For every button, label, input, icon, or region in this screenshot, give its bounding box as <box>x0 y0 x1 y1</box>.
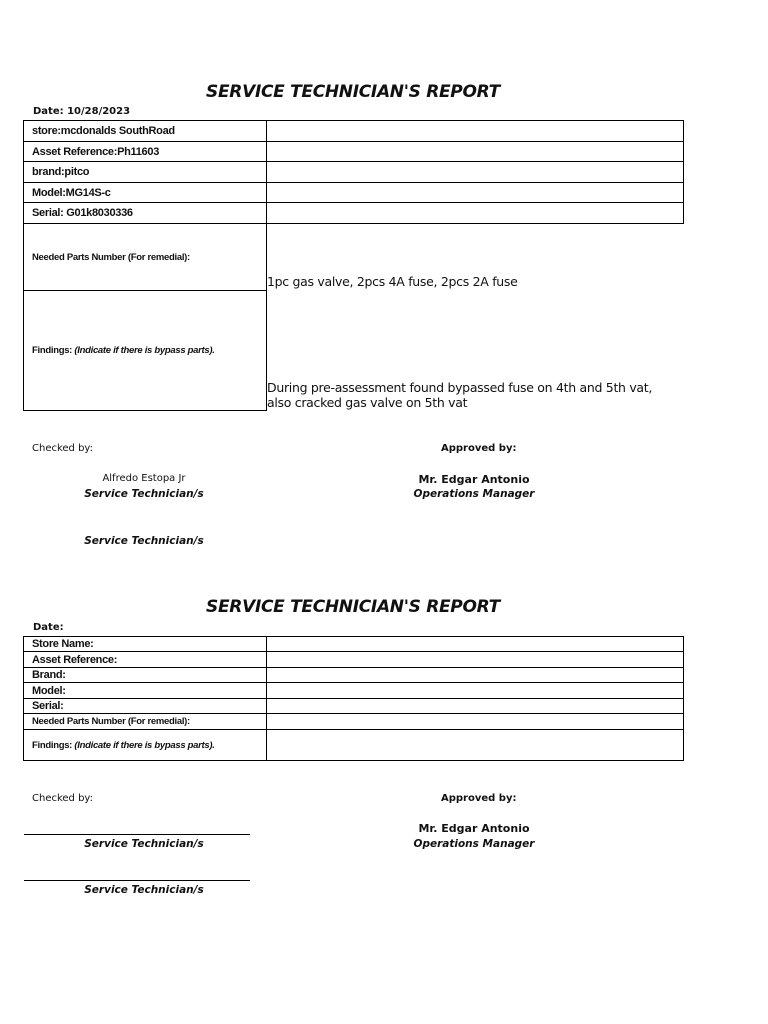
model-value <box>267 183 684 203</box>
store-value <box>267 121 684 142</box>
approver-name: Mr. Edgar Antonio <box>418 473 530 486</box>
needed-parts-value <box>267 714 684 730</box>
model-label: Model:MG14S-c <box>24 183 267 203</box>
asset-reference-label: Asset Reference:Ph11603 <box>24 142 267 162</box>
needed-parts-label: Needed Parts Number (For remedial): <box>24 224 267 291</box>
needed-parts-label: Needed Parts Number (For remedial): <box>24 714 267 730</box>
technician-name: Alfredo Estopa Jr <box>102 473 186 484</box>
needed-parts-value: 1pc gas valve, 2pcs 4A fuse, 2pcs 2A fuse <box>267 273 518 289</box>
table-row <box>24 699 684 714</box>
findings-cell <box>267 291 684 411</box>
technician-role: Service Technician/s <box>84 884 204 896</box>
table-row <box>24 121 684 142</box>
approver-name: Mr. Edgar Antonio <box>418 822 530 835</box>
table-row <box>24 203 684 224</box>
checked-by-label: Checked by: <box>32 443 93 454</box>
brand-value <box>267 668 684 683</box>
signature-line <box>24 880 250 881</box>
table-row <box>24 224 684 291</box>
table-row <box>24 668 684 683</box>
report-date: Date: 10/28/2023 <box>33 106 131 117</box>
findings-value <box>267 730 684 761</box>
serial-label: Serial: <box>24 699 267 714</box>
findings-note: (Indicate if there is bypass parts). <box>74 739 215 751</box>
serial-value <box>267 203 684 224</box>
report-date: Date: <box>33 622 64 633</box>
signature-line <box>24 834 250 835</box>
findings-value-line-1: During pre-assessment found bypassed fuse on 4th and 5th vat, <box>267 379 653 395</box>
table-row <box>24 162 684 183</box>
model-label: Model: <box>24 683 267 699</box>
findings-label: Findings: (Indicate if there is bypass parts). <box>24 291 267 411</box>
table-row <box>24 730 684 761</box>
brand-label: Brand: <box>24 668 267 683</box>
table-row <box>24 652 684 668</box>
report-table <box>23 636 684 761</box>
table-row <box>24 714 684 730</box>
findings-note: (Indicate if there is bypass parts). <box>74 345 215 356</box>
needed-parts-cell <box>267 224 684 291</box>
asset-reference-label: Asset Reference: <box>24 652 267 668</box>
table-row <box>24 142 684 162</box>
approved-by-label: Approved by: <box>441 443 517 454</box>
report-title: SERVICE TECHNICIAN'S REPORT <box>206 597 500 617</box>
technician-role: Service Technician/s <box>84 488 204 500</box>
approver-role: Operations Manager <box>413 488 535 500</box>
asset-reference-value <box>267 652 684 668</box>
serial-value <box>267 699 684 714</box>
findings-label: Findings: (Indicate if there is bypass parts). <box>24 730 267 761</box>
approver-role: Operations Manager <box>413 838 535 850</box>
report-title: SERVICE TECHNICIAN'S REPORT <box>206 82 500 102</box>
table-row <box>24 683 684 699</box>
store-name-value <box>267 637 684 652</box>
serial-label: Serial: G01k8030336 <box>24 203 267 224</box>
asset-reference-value <box>267 142 684 162</box>
store-name-label: Store Name: <box>24 637 267 652</box>
table-row <box>24 637 684 652</box>
brand-value <box>267 162 684 183</box>
brand-label: brand:pitco <box>24 162 267 183</box>
checked-by-label: Checked by: <box>32 793 93 804</box>
model-value <box>267 683 684 699</box>
table-row <box>24 291 684 411</box>
approved-by-label: Approved by: <box>441 793 517 804</box>
report-table <box>23 120 684 411</box>
technician-role: Service Technician/s <box>84 838 204 850</box>
findings-value-line-2: also cracked gas valve on 5th vat <box>267 394 468 410</box>
store-label: store:mcdonalds SouthRoad <box>24 121 267 142</box>
technician-role: Service Technician/s <box>84 535 204 547</box>
table-row <box>24 183 684 203</box>
